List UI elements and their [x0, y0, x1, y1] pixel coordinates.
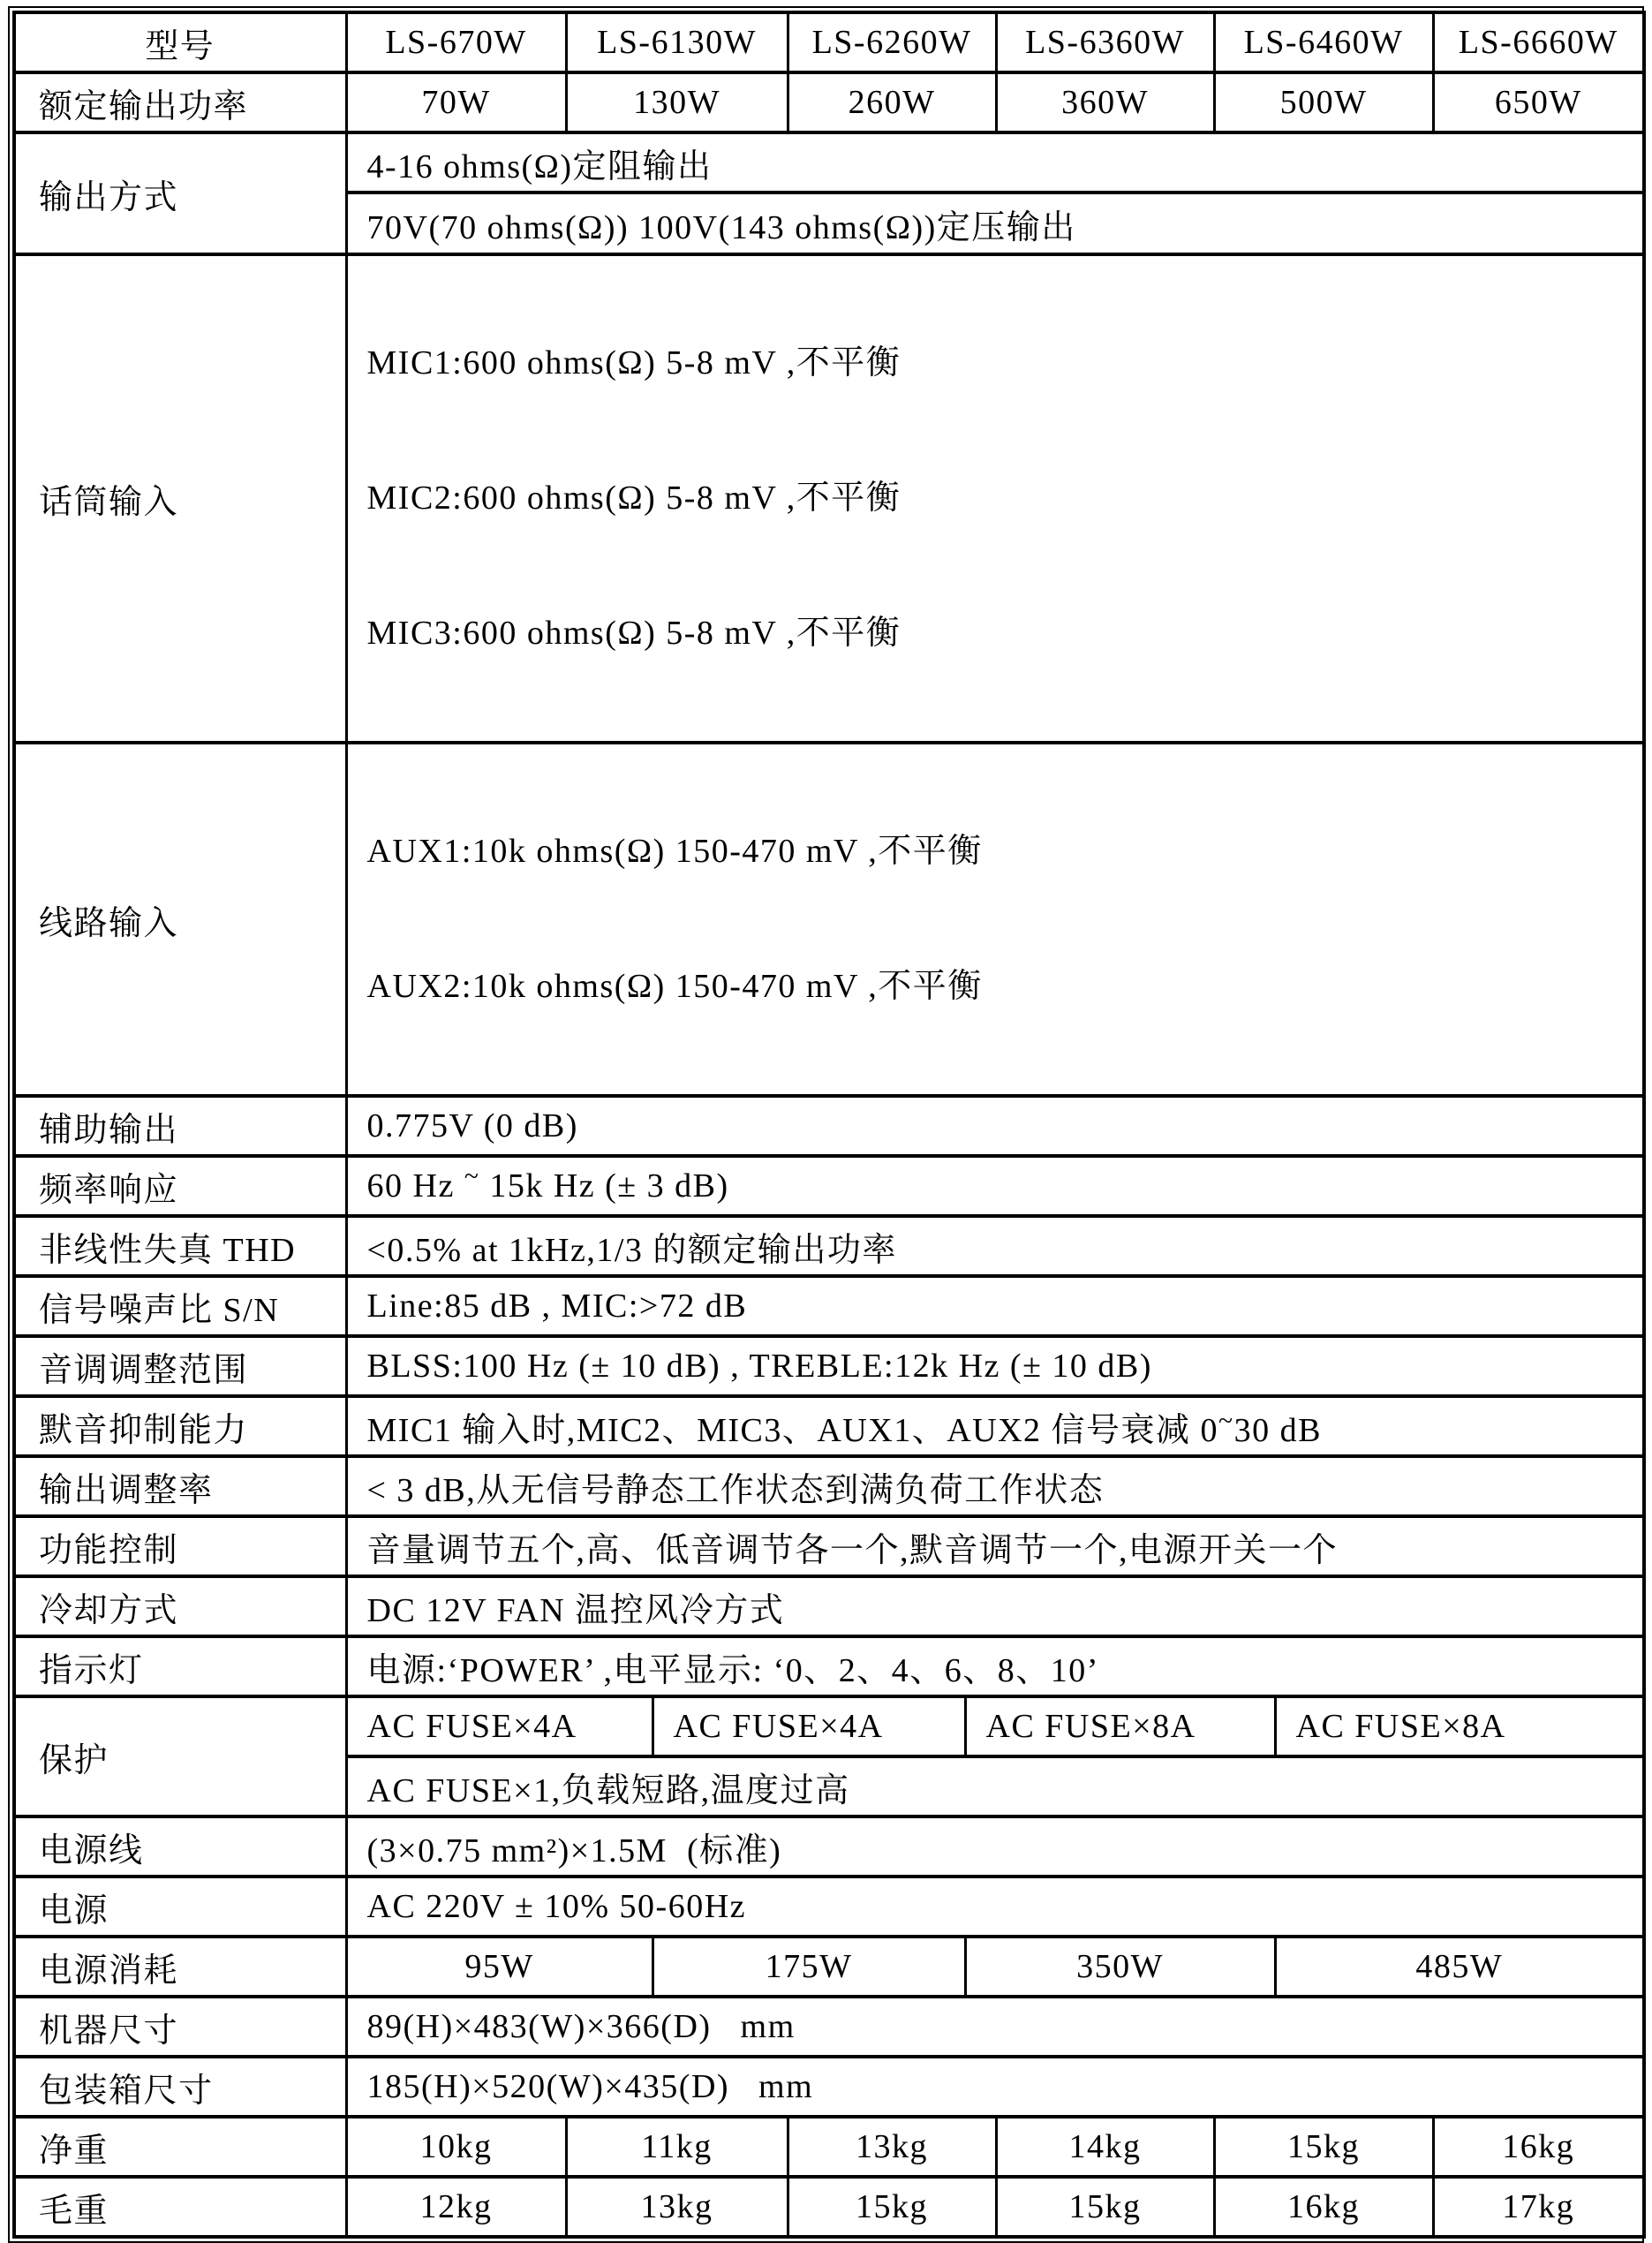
rated-power-cell: 360W [996, 72, 1214, 132]
mic2-line: MIC2:600 ohms(Ω) 5-8 mV ,不平衡 [366, 480, 901, 517]
gross-weight-cell: 13kg [566, 2177, 788, 2237]
row-function-control [14, 1516, 1644, 1576]
carton-dimensions-value: 185(H)×520(W)×435(D) mm [346, 2057, 1644, 2117]
label-protection: 保护 [14, 1696, 346, 1816]
power-consumption-cell: 175W [653, 1937, 965, 1997]
model-cell: LS-670W [346, 12, 566, 72]
spec-table [12, 11, 1646, 2239]
label-indicator: 指示灯 [14, 1636, 346, 1696]
aux2-line: AUX2:10k ohms(Ω) 150-470 mV ,不平衡 [366, 968, 983, 1005]
indicator-value: 电源:‘POWER’ ,电平显示: ‘0、2、4、6、8、10’ [346, 1636, 1644, 1696]
protection-line2: AC FUSE×1,负载短路,温度过高 [346, 1756, 1644, 1816]
mute-post: 30 dB [1233, 1411, 1322, 1449]
net-weight-cell: 14kg [996, 2117, 1214, 2177]
tilde-mark: ~ [464, 1162, 480, 1191]
label-output-mode: 输出方式 [14, 132, 346, 254]
model-cell: LS-6460W [1214, 12, 1433, 72]
row-mute-suppression [14, 1396, 1644, 1456]
label-gross-weight: 毛重 [14, 2177, 346, 2237]
power-supply-value: AC 220V ± 10% 50-60Hz [346, 1877, 1644, 1937]
rated-power-cell: 500W [1214, 72, 1433, 132]
frequency-response-value [346, 1156, 1644, 1216]
thd-value: <0.5% at 1kHz,1/3 的额定输出功率 [346, 1216, 1644, 1276]
label-aux-output: 辅助输出 [14, 1096, 346, 1156]
gross-weight-cell: 15kg [788, 2177, 996, 2237]
label-line-input: 线路输入 [14, 743, 346, 1096]
gross-weight-cell: 12kg [346, 2177, 566, 2237]
row-power-cord [14, 1816, 1644, 1877]
rated-power-cell: 650W [1433, 72, 1644, 132]
row-tone-range [14, 1336, 1644, 1396]
protection-fuse-cell: AC FUSE×8A [965, 1696, 1275, 1756]
row-net-weight [14, 2117, 1644, 2177]
row-frequency-response [14, 1156, 1644, 1216]
aux-output-value: 0.775V (0 dB) [346, 1096, 1644, 1156]
rated-power-cell: 260W [788, 72, 996, 132]
row-gross-weight [14, 2177, 1644, 2237]
mic-input-lines [346, 254, 1644, 743]
model-cell: LS-6130W [566, 12, 788, 72]
label-frequency-response: 频率响应 [14, 1156, 346, 1216]
net-weight-cell: 16kg [1433, 2117, 1644, 2177]
row-model [14, 12, 1644, 72]
gross-weight-cell: 16kg [1214, 2177, 1433, 2237]
snr-value: Line:85 dB , MIC:>72 dB [346, 1276, 1644, 1336]
unit-dimensions-value: 89(H)×483(W)×366(D) mm [346, 1997, 1644, 2057]
row-indicators [14, 1636, 1644, 1696]
label-power-consumption: 电源消耗 [14, 1937, 346, 1997]
row-power-supply [14, 1877, 1644, 1937]
rated-power-cell: 70W [346, 72, 566, 132]
model-cell: LS-6260W [788, 12, 996, 72]
power-consumption-cell: 350W [965, 1937, 1275, 1997]
label-power-cord: 电源线 [14, 1816, 346, 1877]
row-line-input [14, 743, 1644, 1096]
row-thd [14, 1216, 1644, 1276]
tone-range-value: BLSS:100 Hz (± 10 dB) , TREBLE:12k Hz (± 10 dB) [346, 1336, 1644, 1396]
label-thd: 非线性失真 THD [14, 1216, 346, 1276]
net-weight-cell: 10kg [346, 2117, 566, 2177]
row-unit-dimensions [14, 1997, 1644, 2057]
net-weight-cell: 13kg [788, 2117, 996, 2177]
function-control-value: 音量调节五个,高、低音调节各一个,默音调节一个,电源开关一个 [346, 1516, 1644, 1576]
label-cooling: 冷却方式 [14, 1576, 346, 1636]
protection-fuse-cell: AC FUSE×8A [1275, 1696, 1644, 1756]
label-net-weight: 净重 [14, 2117, 346, 2177]
line-input-lines [346, 743, 1644, 1096]
row-output-mode-1 [14, 132, 1644, 193]
row-cooling [14, 1576, 1644, 1636]
tilde-mark: ~ [1218, 1406, 1234, 1435]
mute-pre: MIC1 输入时,MIC2、MIC3、AUX1、AUX2 信号衰减 0 [366, 1411, 1219, 1449]
mic1-line: MIC1:600 ohms(Ω) 5-8 mV ,不平衡 [366, 344, 901, 381]
model-cell: LS-6360W [996, 12, 1214, 72]
power-consumption-cell: 485W [1275, 1937, 1644, 1997]
cooling-value: DC 12V FAN 温控风冷方式 [346, 1576, 1644, 1636]
power-cord-value: (3×0.75 mm²)×1.5M (标准) [346, 1816, 1644, 1877]
mic3-line: MIC3:600 ohms(Ω) 5-8 mV ,不平衡 [366, 615, 901, 652]
label-unit-dimensions: 机器尺寸 [14, 1997, 346, 2057]
row-power-consumption [14, 1937, 1644, 1997]
mute-suppression-value [346, 1396, 1644, 1456]
label-rated-output-power: 额定输出功率 [14, 72, 346, 132]
label-tone-range: 音调调整范围 [14, 1336, 346, 1396]
label-snr: 信号噪声比 S/N [14, 1276, 346, 1336]
label-model: 型号 [14, 12, 346, 72]
row-aux-output [14, 1096, 1644, 1156]
label-output-regulation: 输出调整率 [14, 1456, 346, 1516]
protection-fuse-cell: AC FUSE×4A [653, 1696, 965, 1756]
protection-fuse-cell: AC FUSE×4A [346, 1696, 653, 1756]
gross-weight-cell: 17kg [1433, 2177, 1644, 2237]
row-protection-1 [14, 1696, 1644, 1756]
rated-power-cell: 130W [566, 72, 788, 132]
row-carton-dimensions [14, 2057, 1644, 2117]
model-cell: LS-6660W [1433, 12, 1644, 72]
freq-pre: 60 Hz [366, 1167, 464, 1205]
row-snr [14, 1276, 1644, 1336]
gross-weight-cell: 15kg [996, 2177, 1214, 2237]
label-mute-suppression: 默音抑制能力 [14, 1396, 346, 1456]
output-mode-constant-impedance: 4-16 ohms(Ω)定阻输出 [346, 132, 1644, 193]
label-function-control: 功能控制 [14, 1516, 346, 1576]
label-carton-dimensions: 包装箱尺寸 [14, 2057, 346, 2117]
table-frame [8, 6, 1644, 2243]
label-mic-input: 话筒输入 [14, 254, 346, 743]
label-power-supply: 电源 [14, 1877, 346, 1937]
power-consumption-cell: 95W [346, 1937, 653, 1997]
row-mic-input [14, 254, 1644, 743]
output-regulation-value: < 3 dB,从无信号静态工作状态到满负荷工作状态 [346, 1456, 1644, 1516]
aux1-line: AUX1:10k ohms(Ω) 150-470 mV ,不平衡 [366, 833, 983, 870]
net-weight-cell: 11kg [566, 2117, 788, 2177]
freq-post: 15k Hz (± 3 dB) [479, 1167, 729, 1205]
output-mode-constant-voltage: 70V(70 ohms(Ω)) 100V(143 ohms(Ω))定压输出 [346, 193, 1644, 254]
row-rated-power [14, 72, 1644, 132]
net-weight-cell: 15kg [1214, 2117, 1433, 2177]
row-output-regulation [14, 1456, 1644, 1516]
